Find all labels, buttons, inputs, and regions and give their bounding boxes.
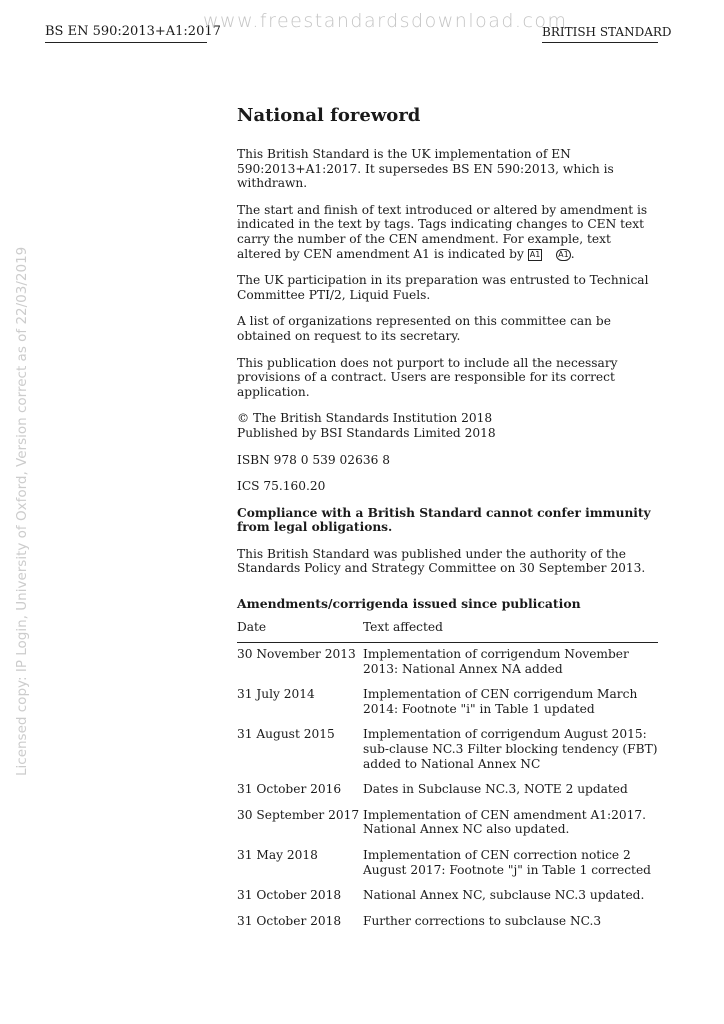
publication-authority: This British Standard was published under the authority of the Standards Policy and Strategy Committee on 30 September 2013. bbox=[237, 546, 646, 576]
row-date: 31 May 2018 bbox=[237, 848, 318, 862]
row-text: Implementation of CEN corrigendum March 2014: Footnote "i" in Table 1 updated bbox=[363, 687, 638, 716]
document-code: BS EN 590:2013+A1:2017 bbox=[45, 22, 207, 43]
table-row bbox=[237, 914, 658, 929]
paragraph-amendment-tags: The start and finish of text introduced or altered by amendment is indicated in the text by tags. Tags indicating changes to CEN text carry the number of the CEN amendment. For example, text altered by CEN amendment A1 is indicated by A1 A1 . bbox=[237, 202, 648, 261]
page-title: National foreword bbox=[237, 105, 421, 126]
foreword-content bbox=[237, 103, 658, 928]
row-date: 31 October 2018 bbox=[237, 888, 342, 903]
isbn: ISBN 978 0 539 02636 8 bbox=[237, 452, 390, 467]
row-text: Implementation of corrigendum November 2013: National Annex NA added bbox=[363, 647, 629, 676]
row-date: 30 November 2013 bbox=[237, 647, 356, 662]
paragraph-organizations: A list of organizations represented on this committee can be obtained on request to its secretary. bbox=[237, 314, 611, 343]
row-text: Further corrections to subclause NC.3 bbox=[363, 913, 602, 928]
watermark-url: www.freestandardsdownload.com bbox=[203, 10, 568, 32]
table-row bbox=[237, 782, 658, 797]
row-text: Implementation of CEN amendment A1:2017. National Annex NC also updated. bbox=[363, 807, 647, 837]
paragraph-committee: The UK participation in its preparation was entrusted to Technical Committee PTI/2, Liquid Fuels. bbox=[237, 273, 649, 302]
amendment-tags-text: The start and finish of text introduced or altered by amendment is indicated in the text by tags. Tags indicating changes to CEN text carry the number of the CEN amendment. For example, text altered by CEN amendment A1 is indicated by bbox=[237, 202, 648, 261]
row-text: Implementation of corrigendum August 2015: sub-clause NC.3 Filter blocking tendency (FBT) added to National Annex NC bbox=[363, 727, 658, 771]
table-row bbox=[237, 687, 658, 716]
table-row bbox=[237, 808, 658, 837]
paragraph-contract: This publication does not purport to include all the necessary provisions of a contract. Users are responsible for its correct application. bbox=[237, 355, 618, 399]
amendments-table bbox=[237, 620, 658, 928]
row-text: National Annex NC, subclause NC.3 updated. bbox=[363, 888, 645, 903]
table-row bbox=[237, 727, 658, 771]
document-type: BRITISH STANDARD bbox=[542, 22, 658, 43]
row-date: 31 July 2014 bbox=[237, 687, 315, 702]
column-date-header: Date bbox=[237, 620, 267, 635]
copyright-block bbox=[237, 411, 658, 440]
amendment-close-tag-icon: A1 bbox=[558, 249, 569, 259]
table-row bbox=[237, 848, 658, 877]
license-watermark: Licensed copy: IP Login, University of Oxford, Version correct as of 22/03/2019 bbox=[14, 246, 30, 776]
row-text: Implementation of CEN correction notice 2 August 2017: Footnote "j" in Table 1 corrected bbox=[363, 848, 651, 877]
row-date: 31 October 2016 bbox=[237, 782, 342, 797]
column-text-header: Text affected bbox=[363, 620, 443, 635]
row-date: 31 October 2018 bbox=[237, 913, 342, 928]
ics-code: ICS 75.160.20 bbox=[237, 479, 326, 494]
row-date: 30 September 2017 bbox=[237, 807, 360, 822]
paragraph-implementation: This British Standard is the UK implementation of EN 590:2013+A1:2017. It supersedes BS EN 590:2013, which is withdrawn. bbox=[237, 147, 614, 191]
table-row bbox=[237, 888, 658, 903]
table-row bbox=[237, 647, 658, 676]
compliance-statement: Compliance with a British Standard cannot confer immunity from legal obligations. bbox=[237, 505, 651, 535]
copyright-line: © The British Standards Institution 2018 bbox=[237, 411, 493, 426]
row-date: 31 August 2015 bbox=[237, 727, 335, 742]
amendments-heading: Amendments/corrigenda issued since publication bbox=[237, 596, 581, 612]
row-text: Dates in Subclause NC.3, NOTE 2 updated bbox=[363, 782, 628, 797]
amendment-open-tag-icon: A1 bbox=[529, 249, 541, 259]
table-header bbox=[237, 620, 658, 643]
publisher-line: Published by BSI Standards Limited 2018 bbox=[237, 425, 496, 440]
